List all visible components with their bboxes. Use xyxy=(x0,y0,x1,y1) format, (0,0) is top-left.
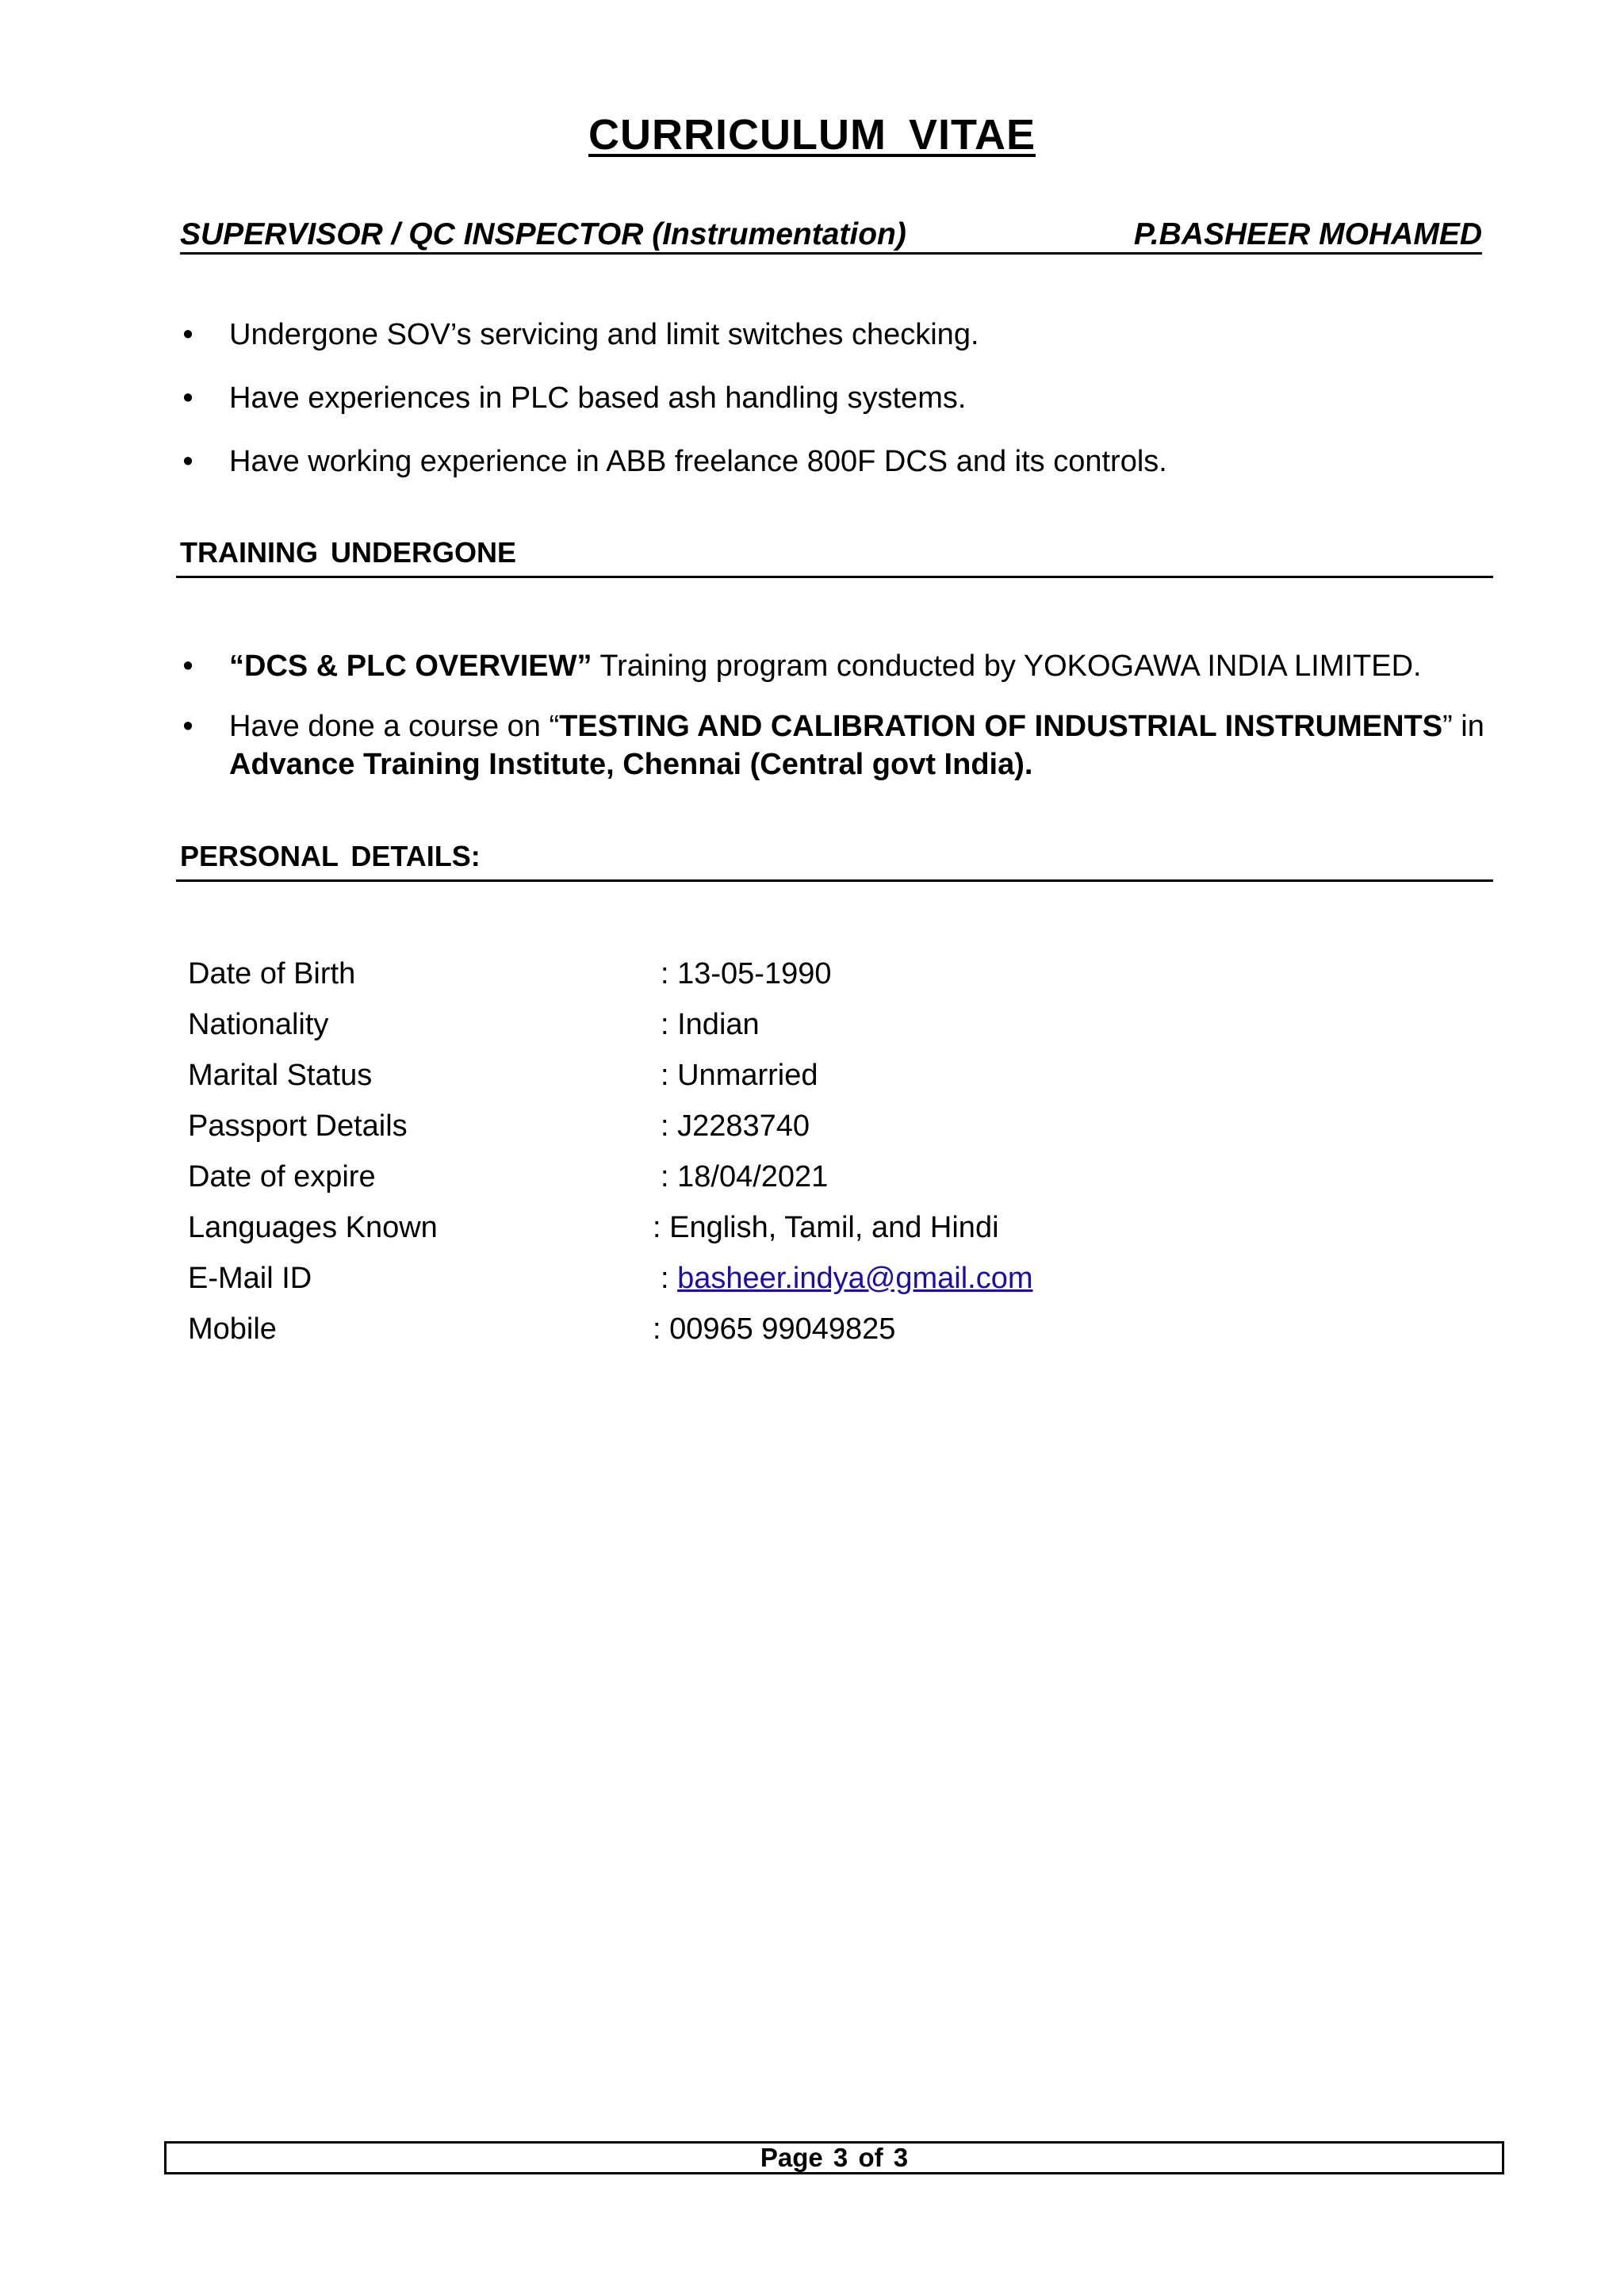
bullet-text: Have working experience in ABB freelance 800F DCS and its controls. xyxy=(229,445,1167,478)
detail-value: : Indian xyxy=(661,1008,760,1041)
list-item xyxy=(180,316,1496,354)
detail-label: Date of Birth xyxy=(188,957,356,990)
detail-row xyxy=(188,1101,1139,1151)
training-item-text xyxy=(229,710,1484,781)
detail-value xyxy=(661,1253,1032,1304)
detail-value: : 00965 99049825 xyxy=(653,1312,896,1346)
bullet-icon: • xyxy=(182,318,193,351)
detail-value: : 13-05-1990 xyxy=(661,957,832,990)
section-heading-training: TRAINING UNDERGONE xyxy=(176,534,1493,578)
section-heading-personal: PERSONAL DETAILS: xyxy=(176,838,1493,882)
course-title: TESTING AND CALIBRATION OF INDUSTRIAL INSTRUMENTS xyxy=(559,710,1443,743)
list-item xyxy=(180,443,1496,481)
detail-value: : J2283740 xyxy=(661,1109,810,1143)
list-item xyxy=(180,379,1496,417)
detail-label: Languages Known xyxy=(188,1211,438,1244)
personal-details-table xyxy=(188,948,1139,1354)
experience-list xyxy=(180,316,1496,506)
course-connector: ” in xyxy=(1442,710,1484,743)
detail-row xyxy=(188,1050,1139,1101)
bullet-icon: • xyxy=(182,381,193,415)
course-intro: Have done a course on “ xyxy=(229,710,560,743)
training-program-title: “DCS & PLC OVERVIEW” xyxy=(229,649,592,683)
detail-value: : 18/04/2021 xyxy=(661,1160,829,1193)
detail-row xyxy=(188,1253,1139,1304)
bullet-icon: • xyxy=(182,649,193,683)
detail-value: : Unmarried xyxy=(661,1059,818,1092)
detail-label: Marital Status xyxy=(188,1059,373,1092)
bullet-icon: • xyxy=(182,445,193,478)
detail-row xyxy=(188,948,1139,999)
bullet-icon: • xyxy=(182,710,193,743)
list-item xyxy=(180,647,1496,685)
training-item-text xyxy=(229,649,1422,683)
email-prefix: : xyxy=(661,1262,678,1295)
detail-label: E-Mail ID xyxy=(188,1262,312,1295)
training-list xyxy=(180,647,1496,806)
training-program-detail: Training program conducted by YOKOGAWA INDIA LIMITED. xyxy=(592,649,1422,683)
detail-row xyxy=(188,1151,1139,1202)
detail-value: : English, Tamil, and Hindi xyxy=(653,1211,999,1244)
detail-row xyxy=(188,1304,1139,1354)
list-item xyxy=(180,707,1496,784)
job-role: SUPERVISOR / QC INSPECTOR (Instrumentation) xyxy=(180,217,906,251)
detail-label: Nationality xyxy=(188,1008,329,1041)
cv-subheader xyxy=(180,214,1482,255)
detail-label: Mobile xyxy=(188,1312,277,1346)
email-link[interactable]: basheer.indya@gmail.com xyxy=(677,1262,1033,1295)
candidate-name: P.BASHEER MOHAMED xyxy=(1133,217,1482,251)
detail-label: Passport Details xyxy=(188,1109,408,1143)
page-number: Page 3 of 3 xyxy=(760,2143,909,2172)
page-title: CURRICULUM VITAE xyxy=(588,111,1036,159)
bullet-text: Have experiences in PLC based ash handling systems. xyxy=(229,381,967,415)
bullet-text: Undergone SOV’s servicing and limit switches checking. xyxy=(229,318,979,351)
page-footer xyxy=(164,2141,1504,2174)
detail-row xyxy=(188,1202,1139,1253)
detail-row xyxy=(188,999,1139,1050)
detail-label: Date of expire xyxy=(188,1160,376,1193)
course-institute: Advance Training Institute, Chennai (Central govt India). xyxy=(229,748,1033,781)
